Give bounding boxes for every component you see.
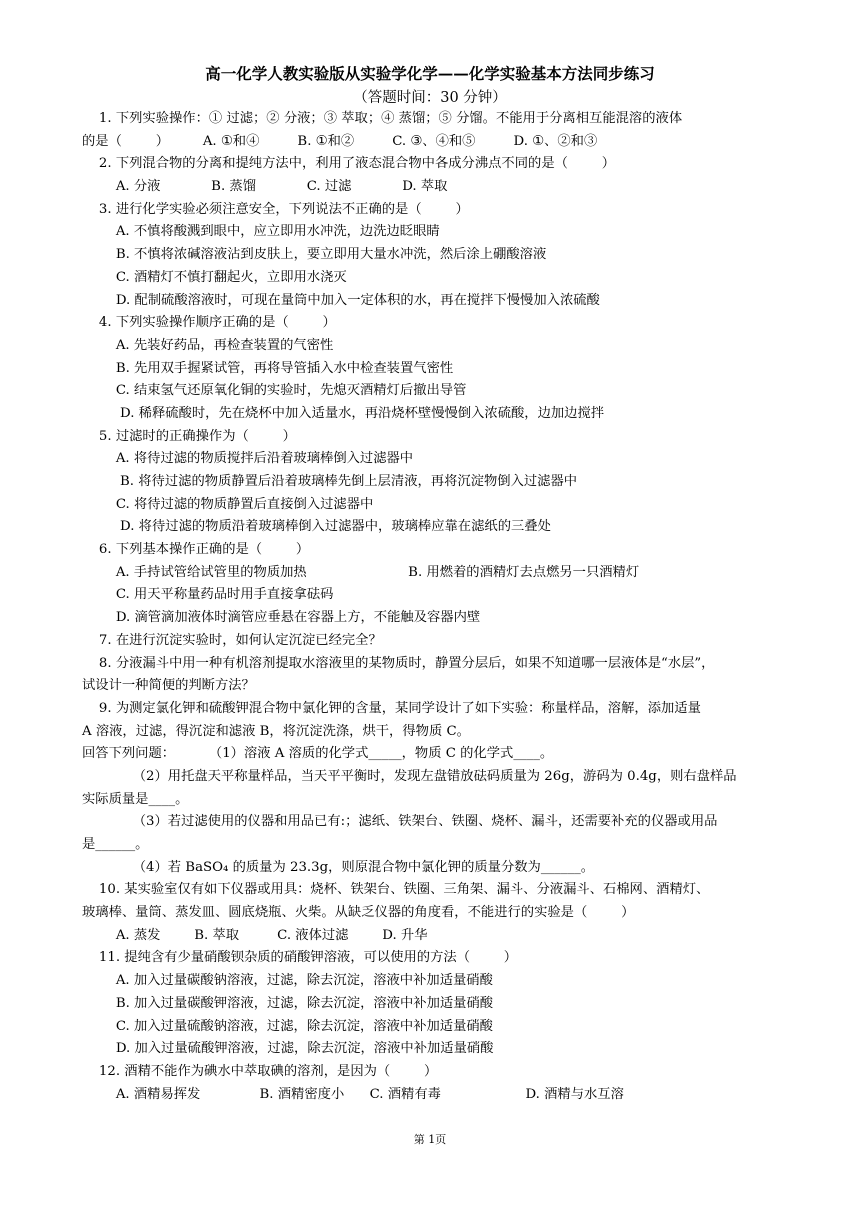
page-footer: 第 1页: [413, 1133, 447, 1146]
text-line: D. 将待过滤的物质沿着玻璃棒倒入过滤器中，玻璃棒应靠在滤纸的三叠处: [82, 519, 551, 535]
text-line: 5. 过滤时的正确操作为（ ）: [82, 428, 296, 444]
text-line: A. 先装好药品，再检查装置的气密性: [82, 337, 334, 353]
text-line: D. 滴管滴加液体时滴管应垂悬在容器上方，不能触及容器内壁: [82, 610, 481, 626]
text-line: C. 酒精灯不慎打翻起火，立即用水浇灭: [82, 269, 347, 285]
text-line: 4. 下列实验操作顺序正确的是（ ）: [82, 315, 336, 331]
text-line: A. 蒸发 B. 萃取 C. 液体过滤 D. 升华: [82, 927, 428, 943]
text-line: B. 不慎将浓碱溶液沾到皮肤上，要立即用大量水冲洗，然后涂上硼酸溶液: [82, 247, 547, 263]
page-title: 高一化学人教实验版从实验学化学——化学实验基本方法同步练习: [205, 64, 655, 83]
text-line: D. 加入过量硫酸钾溶液，过滤，除去沉淀，溶液中补加适量硝酸: [82, 1041, 494, 1057]
text-line: 3. 进行化学实验必须注意安全，下列说法不正确的是（ ）: [82, 201, 469, 217]
text-line: 12. 酒精不能作为碘水中萃取碘的溶剂，是因为（ ）: [82, 1063, 438, 1079]
text-line: B. 将待过滤的物质静置后沿着玻璃棒先倒上层清液，再将沉淀物倒入过滤器中: [82, 474, 578, 489]
text-line: 的是（ ） A. ①和④ B. ①和② C. ③、④和⑤ D. ①、②和③: [82, 133, 598, 149]
text-line: 7. 在进行沉淀实验时，如何认定沉淀已经完全？: [82, 632, 382, 648]
text-line: 2. 下列混合物的分离和提纯方法中，利用了液态混合物中各成分沸点不同的是（ ）: [82, 156, 616, 172]
text-line: A. 加入过量碳酸钠溶液，过滤，除去沉淀，溶液中补加适量硝酸: [82, 973, 493, 989]
text-line: 6. 下列基本操作正确的是（ ）: [82, 542, 310, 558]
text-line: 玻璃棒、量筒、蒸发皿、圆底烧瓶、火柴。从缺乏仪器的角度看，不能进行的实验是（ ）: [82, 905, 635, 921]
text-line: 1. 下列实验操作：① 过滤；② 分液；③ 萃取；④ 蒸馏；⑤ 分馏。不能用于分离相互能混溶的液体: [82, 111, 683, 126]
text-line: C. 结束氢气还原氧化铜的实验时，先熄灭酒精灯后撤出导管: [82, 383, 467, 399]
text-line: 实际质量是____。: [82, 791, 189, 807]
text-line: C. 将待过滤的物质静置后直接倒入过滤器中: [82, 496, 374, 512]
text-line: 9. 为测定氯化钾和硫酸钾混合物中氯化钾的含量，某同学设计了如下实验：称量样品，溶解，添加适量: [82, 700, 701, 716]
page-subtitle: （答题时间：30 分钟）: [353, 90, 507, 106]
text-line: 试设计一种简便的判断方法？: [82, 678, 255, 694]
text-line: A. 分液 B. 蒸馏 C. 过滤 D. 萃取: [82, 179, 448, 195]
text-line: （2）用托盘天平称量样品，当天平平衡时，发现左盘错放砝码质量为 26g，游码为 0.4g，则右盘样品: [82, 768, 737, 784]
text-line: A. 酒精易挥发 B. 酒精密度小 C. 酒精有毒 D. 酒精与水互溶: [82, 1086, 624, 1102]
text-line: 回答下列问题： （1）溶液 A 溶质的化学式_____，物质 C 的化学式____。: [82, 746, 554, 762]
text-line: C. 加入过量硫酸钠溶液，过滤，除去沉淀，溶液中补加适量硝酸: [82, 1018, 493, 1034]
text-line: 10. 某实验室仅有如下仪器或用具：烧杯、铁架台、铁圈、三角架、漏斗、分液漏斗、石棉网、酒精灯、: [82, 882, 710, 898]
text-line: A. 将待过滤的物质搅拌后沿着玻璃棒倒入过滤器中: [82, 451, 414, 467]
text-line: B. 加入过量碳酸钾溶液，过滤，除去沉淀，溶液中补加适量硝酸: [82, 995, 494, 1011]
text-line: B. 先用双手握紧试管，再将导管插入水中检查装置气密性: [82, 360, 454, 376]
text-line: （4）若 BaSO₄ 的质量为 23.3g，则原混合物中氯化钾的质量分数为______。: [82, 859, 595, 875]
text-line: 8. 分液漏斗中用一种有机溶剂提取水溶液里的某物质时，静置分层后，如果不知道哪一层液体是“水层”，: [82, 655, 715, 671]
text-line: C. 用天平称量药品时用手直接拿砝码: [82, 587, 334, 603]
question-list: [82, 108, 782, 1106]
text-line: A. 手持试管给试管里的物质加热 B. 用燃着的酒精灯去点燃另一只酒精灯: [82, 564, 640, 580]
text-line: A. 不慎将酸溅到眼中，应立即用水冲洗，边洗边眨眼睛: [82, 224, 440, 240]
text-line: A 溶液，过滤，得沉淀和滤液 B，将沉淀洗涤，烘干，得物质 C。: [82, 723, 470, 739]
text-line: 是______。: [82, 837, 149, 852]
text-line: D. 配制硫酸溶液时，可现在量筒中加入一定体积的水，再在搅拌下慢慢加入浓硫酸: [82, 292, 600, 308]
text-line: 11. 提纯含有少量硝酸钡杂质的硝酸钾溶液，可以使用的方法（ ）: [82, 950, 518, 966]
text-line: （3）若过滤使用的仪器和用品已有:；滤纸、铁架台、铁圈、烧杯、漏斗，还需要补充的仪器或用品: [82, 814, 718, 830]
text-line: D. 稀释硫酸时，先在烧杯中加入适量水，再沿烧杯壁慢慢倒入浓硫酸，边加边搅拌: [82, 405, 605, 421]
